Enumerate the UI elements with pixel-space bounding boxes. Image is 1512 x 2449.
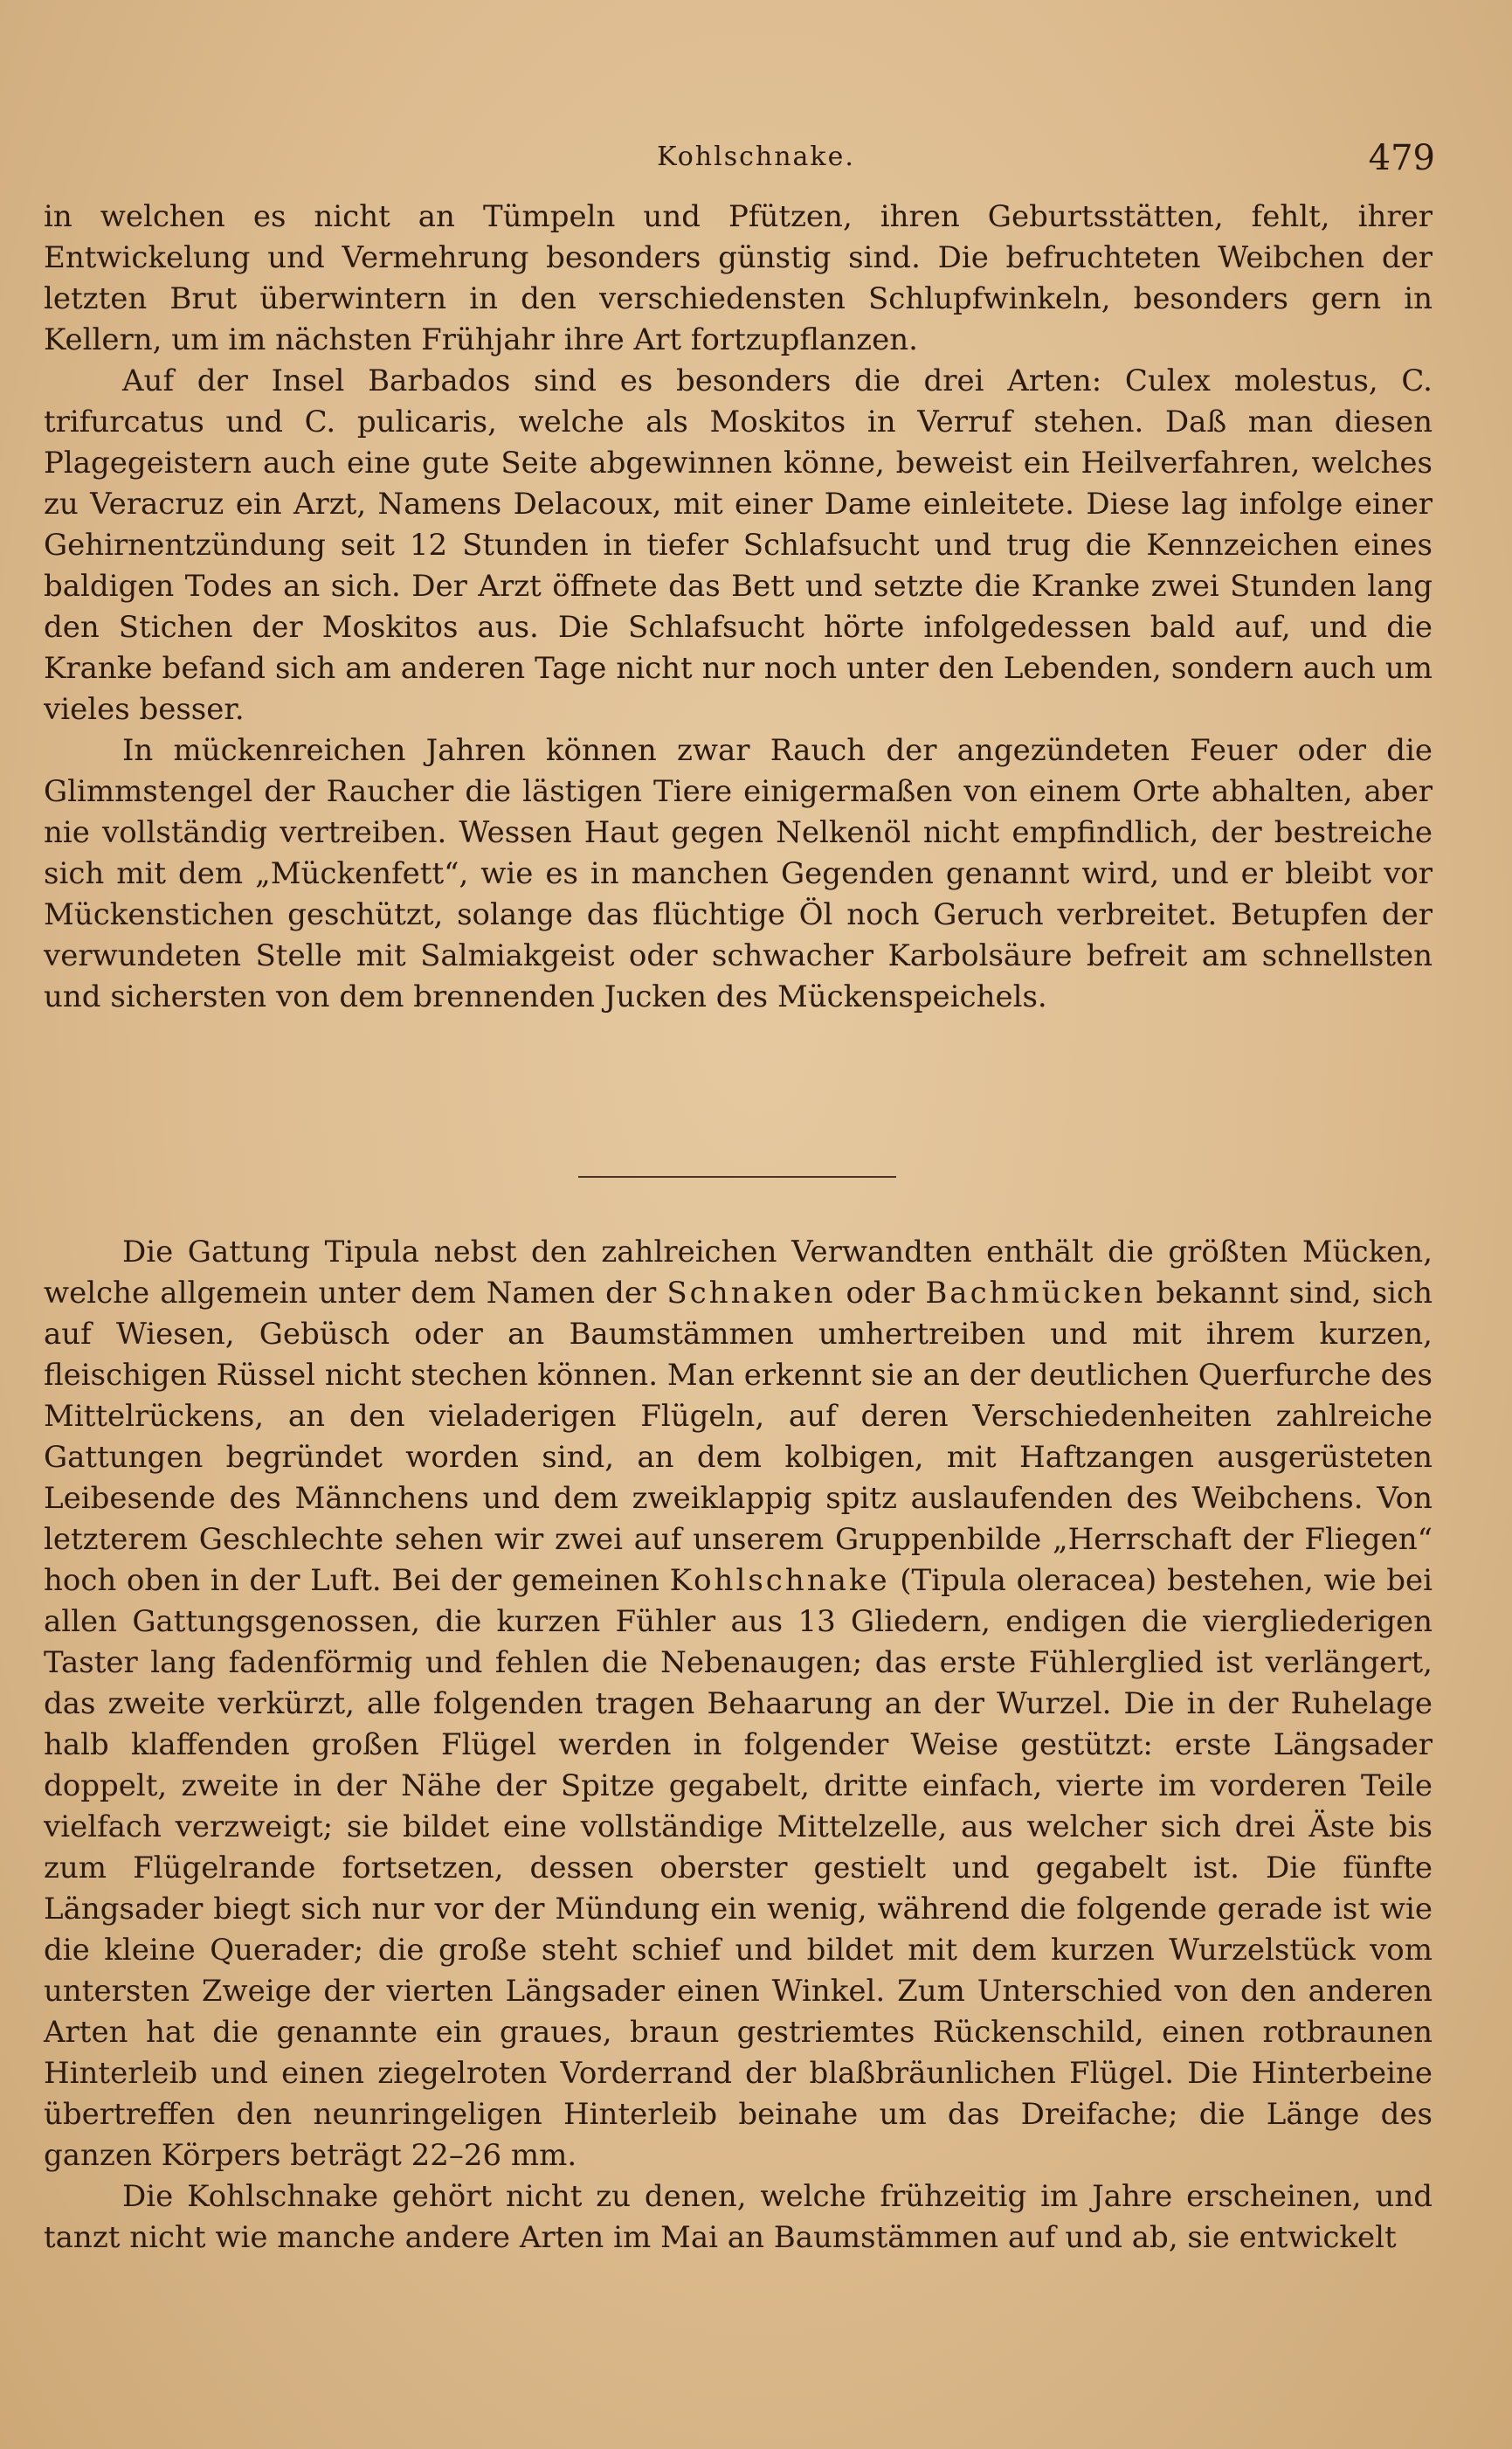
section-divider: [578, 1176, 896, 1178]
text-run: (Tipula oleracea) bestehen, wie bei allen Gattungsgenossen, die kurzen Fühler aus 13 Gliedern, endigen die viergliederigen Taster lang fadenförmig und fehlen die Nebenaugen; das erste Fühlerglied ist verlängert, das zweite verkürzt, alle folgenden tragen Behaarung an der Wurzel. Die in der Ruhelage halb klaffenden großen Flügel werden in folgender Weise gestützt: erste Längsader doppelt, zweite in der Nähe der Spitze gegabelt, dritte einfach, vierte im vorderen Teile vielfach verzweigt; sie bildet eine vollständige Mittelzelle, aus welcher sich drei Äste bis zum Flügelrande fortsetzen, dessen oberster gestielt und gegabelt ist. Die fünfte Längsader biegt sich nur vor der Mündung ein wenig, während die folgende gerade ist wie die kleine Querader; die große steht schief und bildet mit dem kurzen Wurzelstück vom untersten Zweige der vierten Längsader einen Winkel. Zum Unterschied von den anderen Arten hat die genannte ein graues, braun gestriemtes Rückenschild, einen rotbraunen Hinterleib und einen ziegelroten Vorderrand der blaßbräunlichen Flügel. Die Hinterbeine übertreffen den neunringeligen Hinterleib beinahe um das Dreifache; die Länge des ganzen Körpers beträgt 22–26 mm.: [44, 1563, 1433, 2173]
term-schnaken: Schnaken: [666, 1276, 836, 1311]
paragraph-remedies: In mückenreichen Jahren können zwar Rauch der angezündeten Feuer oder die Glimmstengel der Raucher die lästigen Tiere einigermaßen von einem Orte abhalten, aber nie vollständig vertreiben. Wessen Haut gegen Nelkenöl nicht empfindlich, der bestreiche sich mit dem „Mückenfett“, wie es in manchen Gegenden genannt wird, und er bleibt vor Mückenstichen geschützt, solange das flüchtige Öl noch Geruch verbreitet. Betupfen der verwundeten Stelle mit Salmiakgeist oder schwacher Karbolsäure befreit am schnellsten und sichersten von dem brennenden Jucken des Mückenspeichels.: [44, 733, 1433, 1014]
term-bachmuecken: Bachmücken: [925, 1276, 1146, 1311]
paragraph-barbados: Auf der Insel Barbados sind es besonders die drei Arten: Culex molestus, C. trifurcatus und C. pulicaris, welche als Moskitos in Verruf stehen. Daß man diesen Plagegeistern auch eine gute Seite abgewinnen könne, beweist ein Heilverfahren, welches zu Veracruz ein Arzt, Namens Delacoux, mit einer Dame einleitete. Diese lag infolge einer Gehirnentzündung seit 12 Stunden in tiefer Schlafsucht und trug die Kennzeichen eines baldigen Todes an sich. Der Arzt öffnete das Bett und setzte die Kranke zwei Stunden lang den Stichen der Moskitos aus. Die Schlafsucht hörte infolgedessen bald auf, und die Kranke befand sich am anderen Tage nicht nur noch unter den Lebenden, sondern auch um vieles besser.: [44, 363, 1433, 727]
term-kohlschnake: Kohlschnake: [669, 1563, 890, 1598]
text-run: nebst den zahlreichen Verwandten enthält die größten Mücken, welche allgemein unter dem Namen der: [44, 1235, 1433, 1311]
text-block-mosquitoes: [44, 197, 1433, 1018]
genus-name: Tipula: [324, 1235, 420, 1269]
text-run: oder: [835, 1276, 926, 1311]
running-head: Kohlschnake.: [657, 142, 855, 172]
text-run: bekannt sind, sich auf Wiesen, Gebüsch oder an Baumstämmen umhertreiben und mit ihrem kurzen, fleischigen Rüssel nicht stechen können. Man erkennt sie an der deutlichen Querfurche des Mittelrückens, an den vieladerigen Flügeln, auf deren Verschiedenheiten zahlreiche Gattungen begründet worden sind, an dem kolbigen, mit Haftzangen ausgerüsteten Leibesende des Männchens und dem zweiklappig spitz auslaufenden des Weibchens. Von letzterem Geschlechte sehen wir zwei auf unserem Gruppenbilde „Herrschaft der Fliegen“ hoch oben in der Luft. Bei der gemeinen: [44, 1276, 1433, 1598]
paragraph-continued: in welchen es nicht an Tümpeln und Pfützen, ihren Geburtsstätten, fehlt, ihrer Entwickelung und Vermehrung besonders günstig sind. Die befruchteten Weibchen der letzten Brut überwintern in den verschiedensten Schlupfwinkeln, besonders gern in Kellern, um im nächsten Frühjahr ihre Art fortzupflanzen.: [44, 199, 1433, 357]
page-header: [0, 131, 1512, 183]
text-run: Die Gattung: [122, 1235, 325, 1269]
text-block-tipula: [44, 1232, 1433, 2259]
paragraph-tipula: [44, 1232, 1433, 2176]
paragraph-kohlschnake: Die Kohlschnake gehört nicht zu denen, welche frühzeitig im Jahre erscheinen, und tanzt nicht wie manche andere Arten im Mai an Baumstämmen auf und ab, sie entwickelt: [44, 2179, 1433, 2255]
page-number: 479: [1368, 138, 1435, 178]
